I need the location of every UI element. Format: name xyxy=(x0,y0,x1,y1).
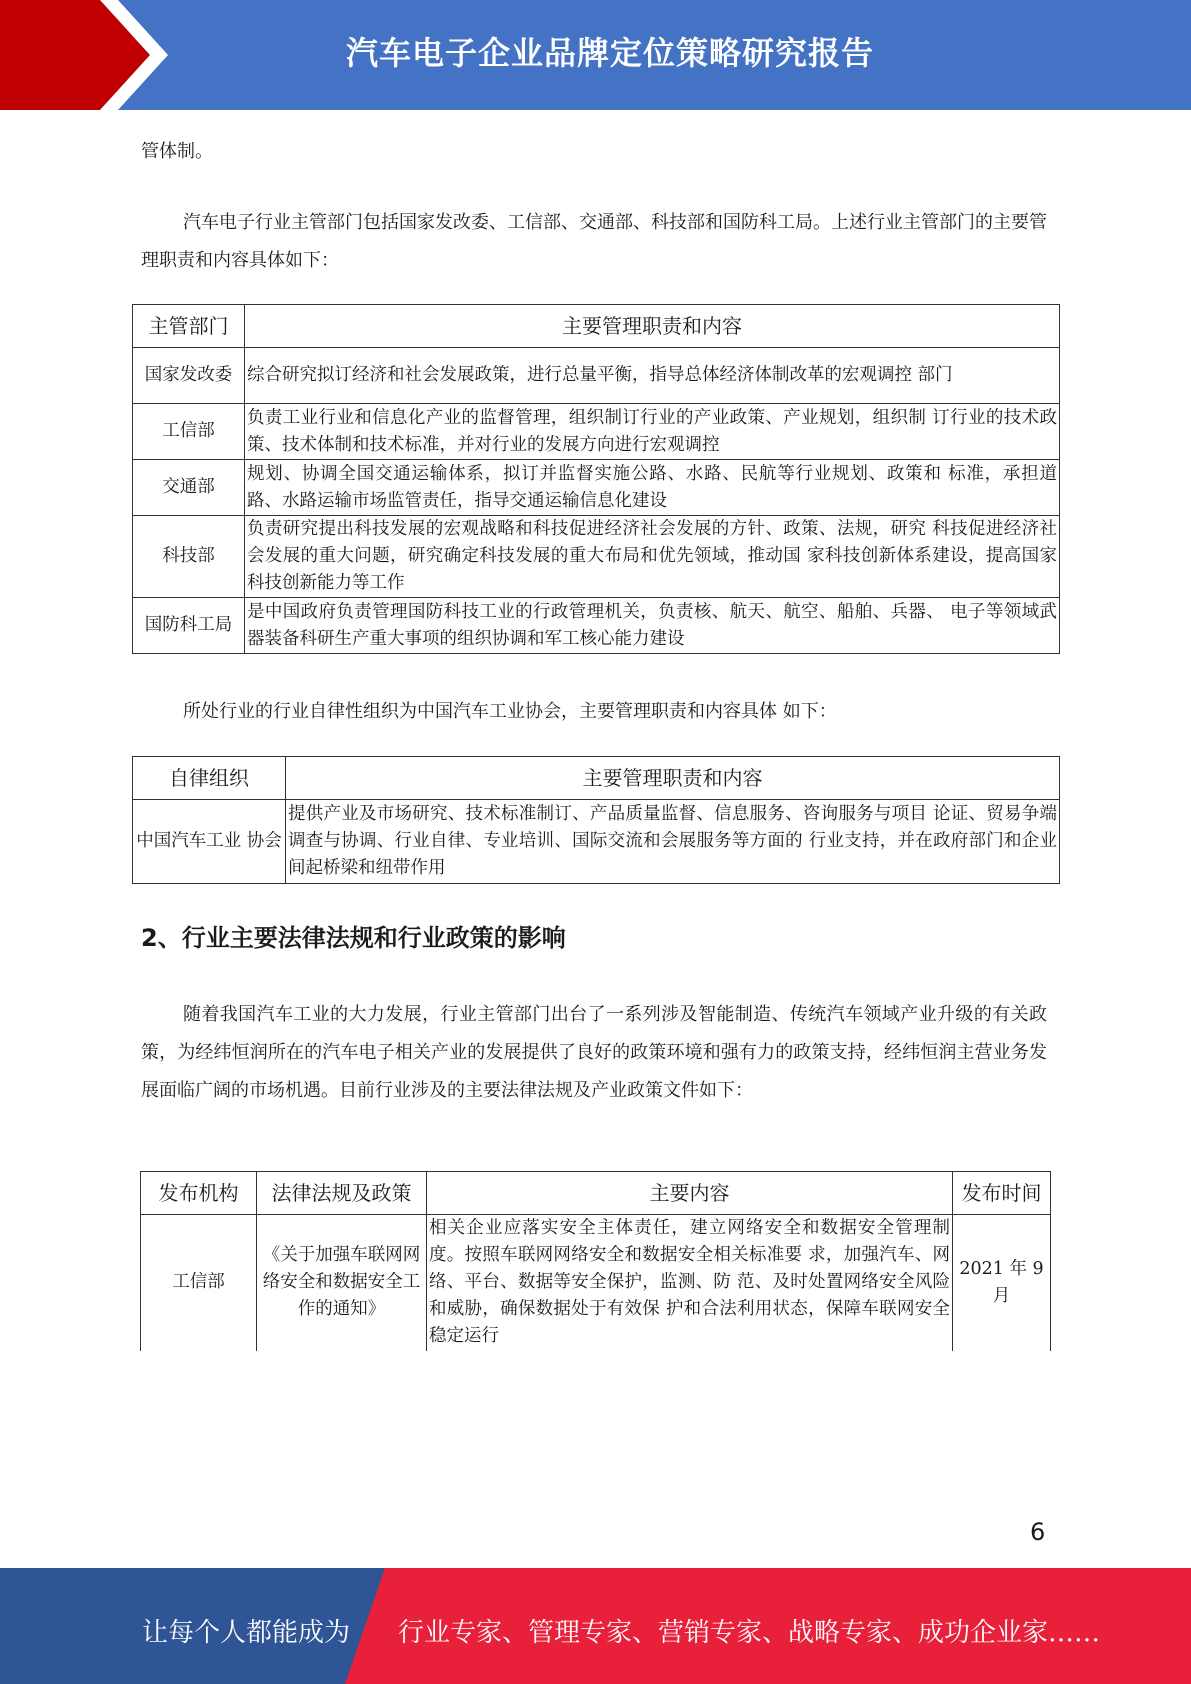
organization-cell: 中国汽车工业 协会 xyxy=(133,800,286,884)
table-header-cell: 自律组织 xyxy=(133,757,286,800)
duty-cell: 负责研究提出科技发展的宏观战略和科技促进经济社会发展的方针、政策、法规，研究 科技促进经济社会发展的重大问题，研究确定科技发展的重大布局和优先领域，推动国 家科技创新体系建设，提高国家科技创新能力等工作 xyxy=(245,516,1060,598)
department-cell: 国防科工局 xyxy=(133,598,245,654)
department-cell: 工信部 xyxy=(133,404,245,460)
table-row xyxy=(141,1215,1051,1351)
paragraph-association-intro: 所处行业的行业自律性组织为中国汽车工业协会，主要管理职责和内容具体 如下： xyxy=(183,701,837,722)
table-header-row xyxy=(141,1172,1051,1215)
table-header-cell: 发布时间 xyxy=(953,1172,1051,1215)
footer-slogan-right: 行业专家、管理专家、营销专家、战略专家、成功企业家…… xyxy=(398,1618,1101,1648)
table-row xyxy=(133,460,1060,516)
duty-cell: 提供产业及市场研究、技术标准制订、产品质量监督、信息服务、咨询服务与项目 论证、贸易争端调查与协调、行业自律、专业培训、国际交流和会展服务等方面的 行业支持，并在政府部门和企业间起桥梁和纽带作用 xyxy=(286,800,1060,884)
page-header xyxy=(0,0,1191,110)
issuer-cell: 工信部 xyxy=(141,1215,257,1351)
duty-cell: 负责工业行业和信息化产业的监督管理，组织制订行业的产业政策、产业规划，组织制 订行业的技术政策、技术体制和技术标准，并对行业的发展方向进行宏观调控 xyxy=(245,404,1060,460)
table-header-cell: 主要管理职责和内容 xyxy=(286,757,1060,800)
page-footer xyxy=(0,1568,1191,1684)
policy-name-cell: 《关于加强车联网网络安全和数据安全工作的通知》 xyxy=(257,1215,427,1351)
table-row xyxy=(133,598,1060,654)
paragraph-continuation: 管体制。 xyxy=(141,141,213,162)
policy-content-cell: 相关企业应落实安全主体责任，建立网络安全和数据安全管理制度。按照车联网网络安全和数据安全相关标准要 求，加强汽车、网络、平台、数据等安全保护，监测、防 范、及时处置网络安全风险和威胁，确保数据处于有效保 护和合法利用状态，保障车联网安全稳定运行 xyxy=(427,1215,953,1351)
duty-cell: 是中国政府负责管理国防科技工业的行政管理机关，负责核、航天、航空、船舶、兵器、 电子等领域武器装备科研生产重大事项的组织协调和军工核心能力建设 xyxy=(245,598,1060,654)
table-header-row xyxy=(133,757,1060,800)
table-header-cell: 主要管理职责和内容 xyxy=(245,305,1060,348)
table-row xyxy=(133,516,1060,598)
table-header-cell: 主要内容 xyxy=(427,1172,953,1215)
paragraph-policies-intro: 随着我国汽车工业的大力发展，行业主管部门出台了一系列涉及智能制造、传统汽车领域产业升级的有关政策，为经纬恒润所在的汽车电子相关产业的发展提供了良好的政策环境和强有力的政策支持，经纬恒润主营业务发展面临广阔的市场机遇。目前行业涉及的主要法律法规及产业政策文件如下： xyxy=(141,1004,1047,1101)
section-heading: 2、行业主要法律法规和行业政策的影响 xyxy=(141,924,566,952)
report-title: 汽车电子企业品牌定位策略研究报告 xyxy=(345,34,874,72)
duty-cell: 规划、协调全国交通运输体系，拟订并监督实施公路、水路、民航等行业规划、政策和 标准，承担道路、水路运输市场监管责任，指导交通运输信息化建设 xyxy=(245,460,1060,516)
footer-slogan-left: 让每个人都能成为 xyxy=(142,1618,351,1648)
paragraph-authorities-intro: 汽车电子行业主管部门包括国家发改委、工信部、交通部、科技部和国防科工局。上述行业主管部门的主要管理职责和内容具体如下： xyxy=(141,212,1047,271)
table-row xyxy=(133,404,1060,460)
page-number: 6 xyxy=(1030,1518,1046,1546)
department-cell: 国家发改委 xyxy=(133,348,245,404)
table-row xyxy=(133,348,1060,404)
table-header-row xyxy=(133,305,1060,348)
department-cell: 交通部 xyxy=(133,460,245,516)
table-header-cell: 发布机构 xyxy=(141,1172,257,1215)
department-cell: 科技部 xyxy=(133,516,245,598)
authorities-table xyxy=(132,304,1060,654)
duty-cell: 综合研究拟订经济和社会发展政策，进行总量平衡，指导总体经济体制改革的宏观调控 部门 xyxy=(245,348,1060,404)
association-table xyxy=(132,756,1060,884)
table-header-cell: 法律法规及政策 xyxy=(257,1172,427,1215)
policies-table xyxy=(140,1171,1051,1351)
release-date-cell: 2021 年 9 月 xyxy=(953,1215,1051,1351)
table-header-cell: 主管部门 xyxy=(133,305,245,348)
table-row xyxy=(133,800,1060,884)
